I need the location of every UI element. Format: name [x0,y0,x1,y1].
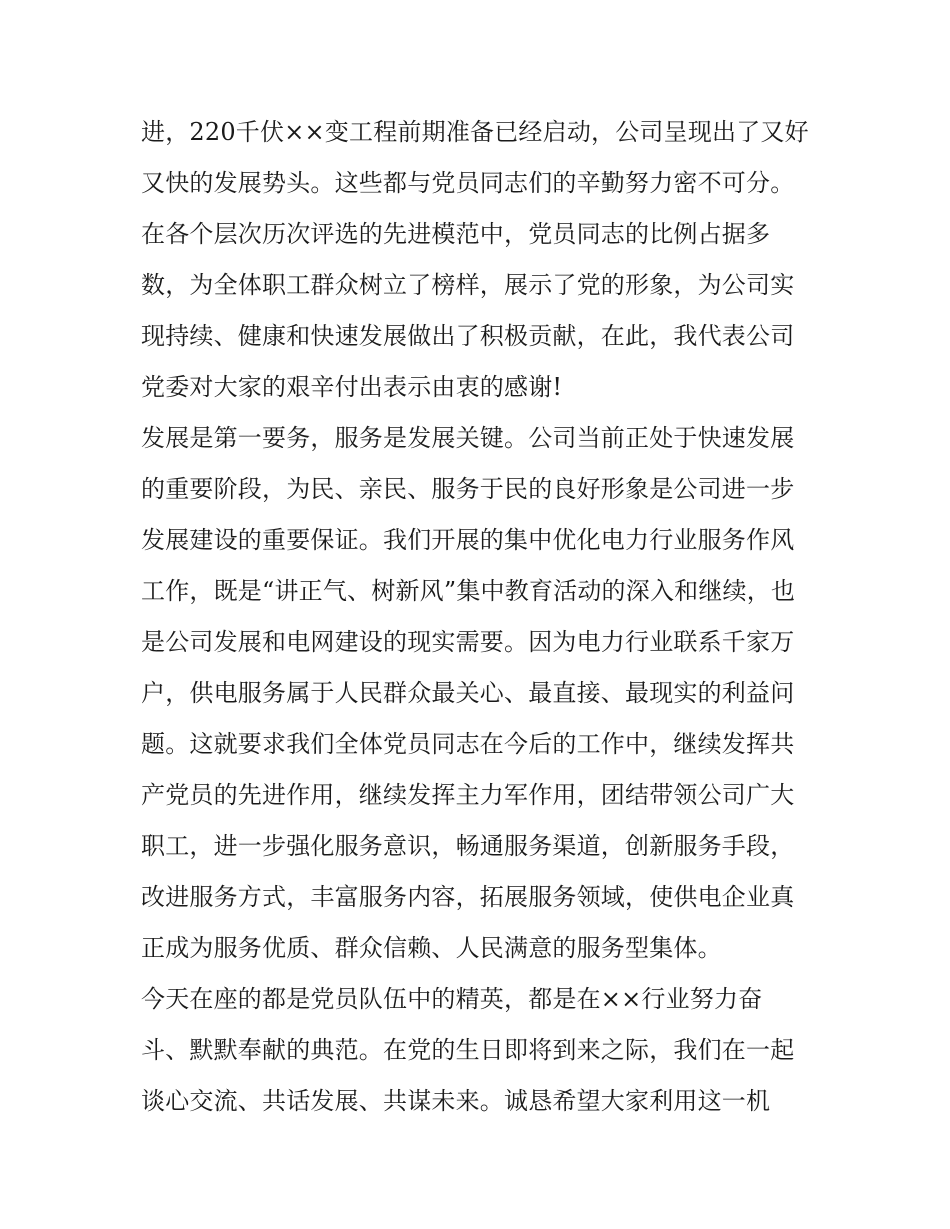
text-line: 又快的发展势头。这些都与党员同志们的辛勤努力密不可分。 [141,169,795,197]
text-line: 职工，进一步强化服务意识，畅通服务渠道，创新服务手段， [141,832,795,860]
text-line: 户，供电服务属于人民群众最关心、最直接、最现实的利益问 [141,679,795,707]
text-line: 正成为服务优质、群众信赖、人民满意的服务型集体。 [141,934,722,962]
text-line: 谈心交流、共话发展、共谋未来。诚恳希望大家利用这一机 [141,1087,771,1115]
text-line: 党委对大家的艰辛付出表示由衷的感谢! [141,373,563,401]
document-body [141,107,821,1127]
text-line: 是公司发展和电网建设的现实需要。因为电力行业联系千家万 [141,628,795,656]
text-line: 今天在座的都是党员队伍中的精英，都是在××行业努力奋 [141,985,763,1013]
text-line: 进，220千伏××变工程前期准备已经启动，公司呈现出了又好 [141,118,809,146]
text-line: 在各个层次历次评选的先进模范中，党员同志的比例占据多 [141,220,771,248]
text-line: 产党员的先进作用，继续发挥主力军作用，团结带领公司广大 [141,781,795,809]
text-line: 现持续、健康和快速发展做出了积极贡献，在此，我代表公司 [141,322,795,350]
text-line: 的重要阶段，为民、亲民、服务于民的良好形象是公司进一步 [141,475,795,503]
text-line: 改进服务方式，丰富服务内容，拓展服务领域，使供电企业真 [141,883,795,911]
text-line: 工作，既是“讲正气、树新风”集中教育活动的深入和继续，也 [141,577,796,605]
text-line: 斗、默默奉献的典范。在党的生日即将到来之际，我们在一起 [141,1036,795,1064]
text-line: 题。这就要求我们全体党员同志在今后的工作中，继续发挥共 [141,730,795,758]
text-line: 数，为全体职工群众树立了榜样，展示了党的形象，为公司实 [141,271,795,299]
text-line: 发展是第一要务，服务是发展关键。公司当前正处于快速发展 [141,424,795,452]
text-line: 发展建设的重要保证。我们开展的集中优化电力行业服务作风 [141,526,795,554]
